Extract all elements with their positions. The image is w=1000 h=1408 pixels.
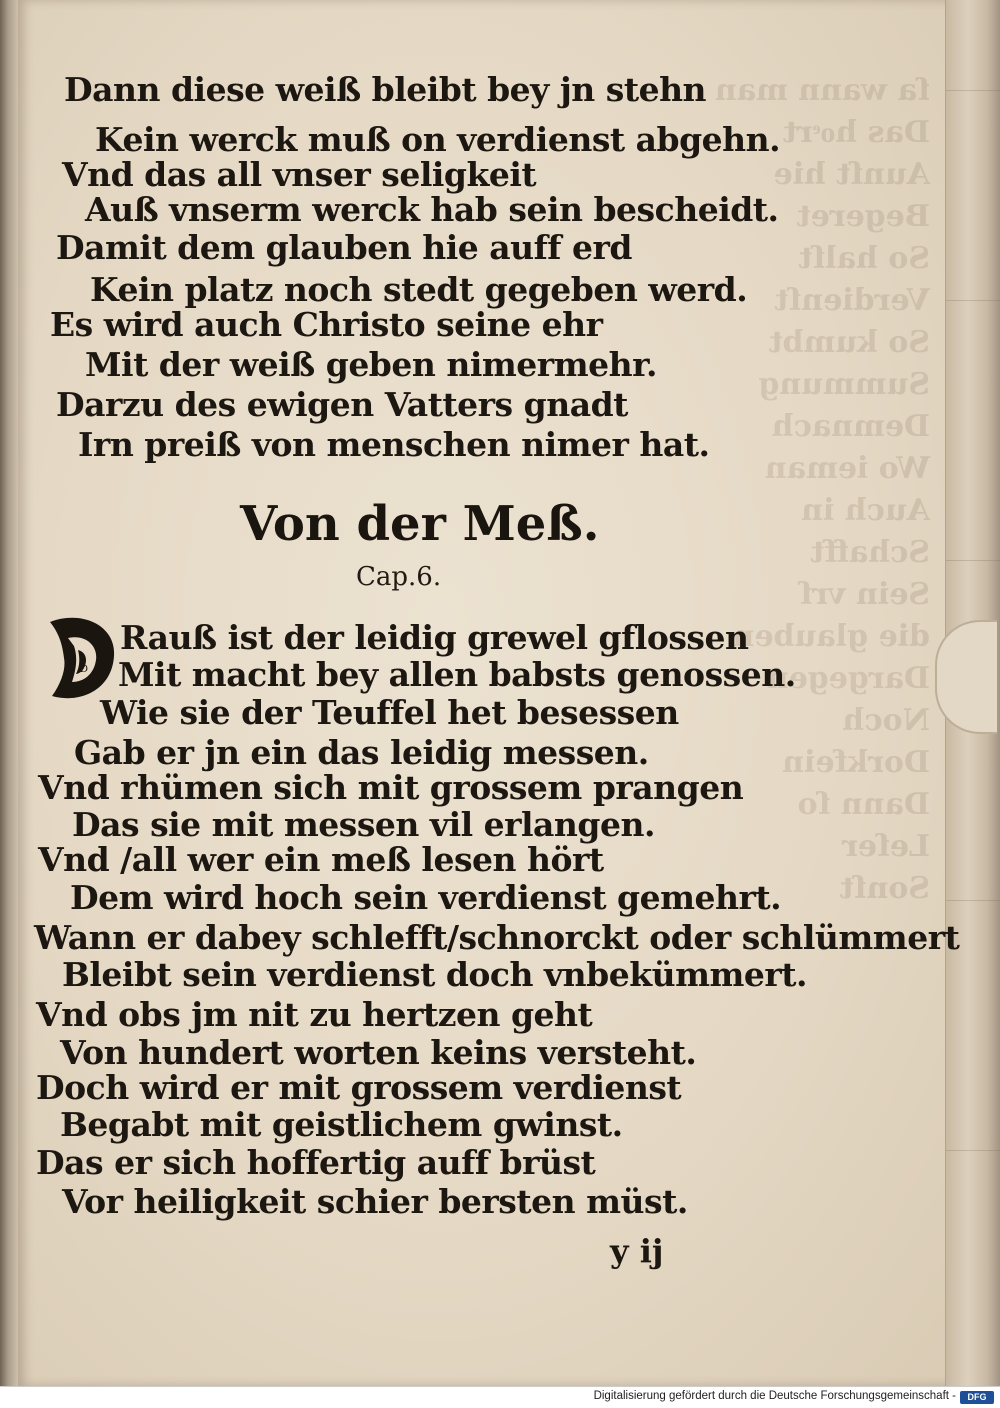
verse-line: Es wird auch Christo seine ehr bbox=[50, 305, 603, 344]
verse-line: Vnd rhümen sich mit grossem prangen bbox=[38, 768, 744, 807]
verse-line: Dem wird hoch sein verdienst gemehrt. bbox=[70, 878, 782, 917]
verse-line: Auß vnserm werck hab sein bescheidt. bbox=[85, 190, 779, 229]
verse-line: Gab er jn ein das leidig messen. bbox=[74, 733, 649, 772]
verse-line: Mit macht bey allen babsts genossen. bbox=[118, 655, 796, 694]
page-clip-tab bbox=[935, 620, 997, 734]
verse-line: Vnd obs jm nit zu hertzen geht bbox=[36, 995, 593, 1034]
verse-line: Von hundert worten keins versteht. bbox=[60, 1033, 697, 1072]
verse-line: Dann diese weiß bleibt bey jn stehn bbox=[64, 70, 707, 109]
verse-line: Das er sich hoffertig auff brüst bbox=[36, 1143, 596, 1182]
verse-line: Darzu des ewigen Vatters gnadt bbox=[56, 385, 628, 424]
verse-line: Das sie mit messen vil erlangen. bbox=[72, 805, 655, 844]
verse-line: Damit dem glauben hie auff erd bbox=[56, 228, 632, 267]
funding-credit: Digitalisierung gefördert durch die Deutsche Forschungsgemeinschaft - bbox=[593, 1390, 956, 1402]
verse-line: Vnd /all wer ein meß lesen hört bbox=[38, 840, 604, 879]
verse-line: Doch wird er mit grossem verdienst bbox=[36, 1068, 682, 1107]
verse-line: Wann er dabey schlefft/schnorckt oder schlümmert bbox=[34, 918, 960, 957]
verse-line: Bleibt sein verdienst doch vnbekümmert. bbox=[62, 955, 808, 994]
verse-line: Begabt mit geistlichem gwinst. bbox=[60, 1105, 623, 1144]
verse-line: Vor heiligkeit schier bersten müst. bbox=[62, 1182, 688, 1221]
signature-mark: y ij bbox=[610, 1232, 664, 1270]
verse-line: Wie sie der Teuffel het besessen bbox=[100, 693, 679, 732]
verse-line: Vnd das all vnser seligkeit bbox=[62, 155, 537, 194]
verse-line: Mit der weiß geben nimermehr. bbox=[85, 345, 657, 384]
chapter-number: Cap.6. bbox=[356, 562, 442, 592]
verse-line: Kein platz noch stedt gegeben werd. bbox=[90, 270, 748, 309]
verse-line: Kein werck muß on verdienst abgehn. bbox=[95, 120, 781, 159]
decorated-initial-letter bbox=[40, 612, 120, 704]
dfg-logo: DFG bbox=[960, 1391, 994, 1404]
chapter-heading: Von der Meß. bbox=[240, 496, 600, 552]
footer-bar bbox=[0, 1386, 1000, 1408]
verse-line: Rauß ist der leidig grewel gflossen bbox=[120, 618, 749, 657]
svg-text:D: D bbox=[80, 664, 89, 675]
verse-line: Irn preiß von menschen nimer hat. bbox=[78, 425, 710, 464]
